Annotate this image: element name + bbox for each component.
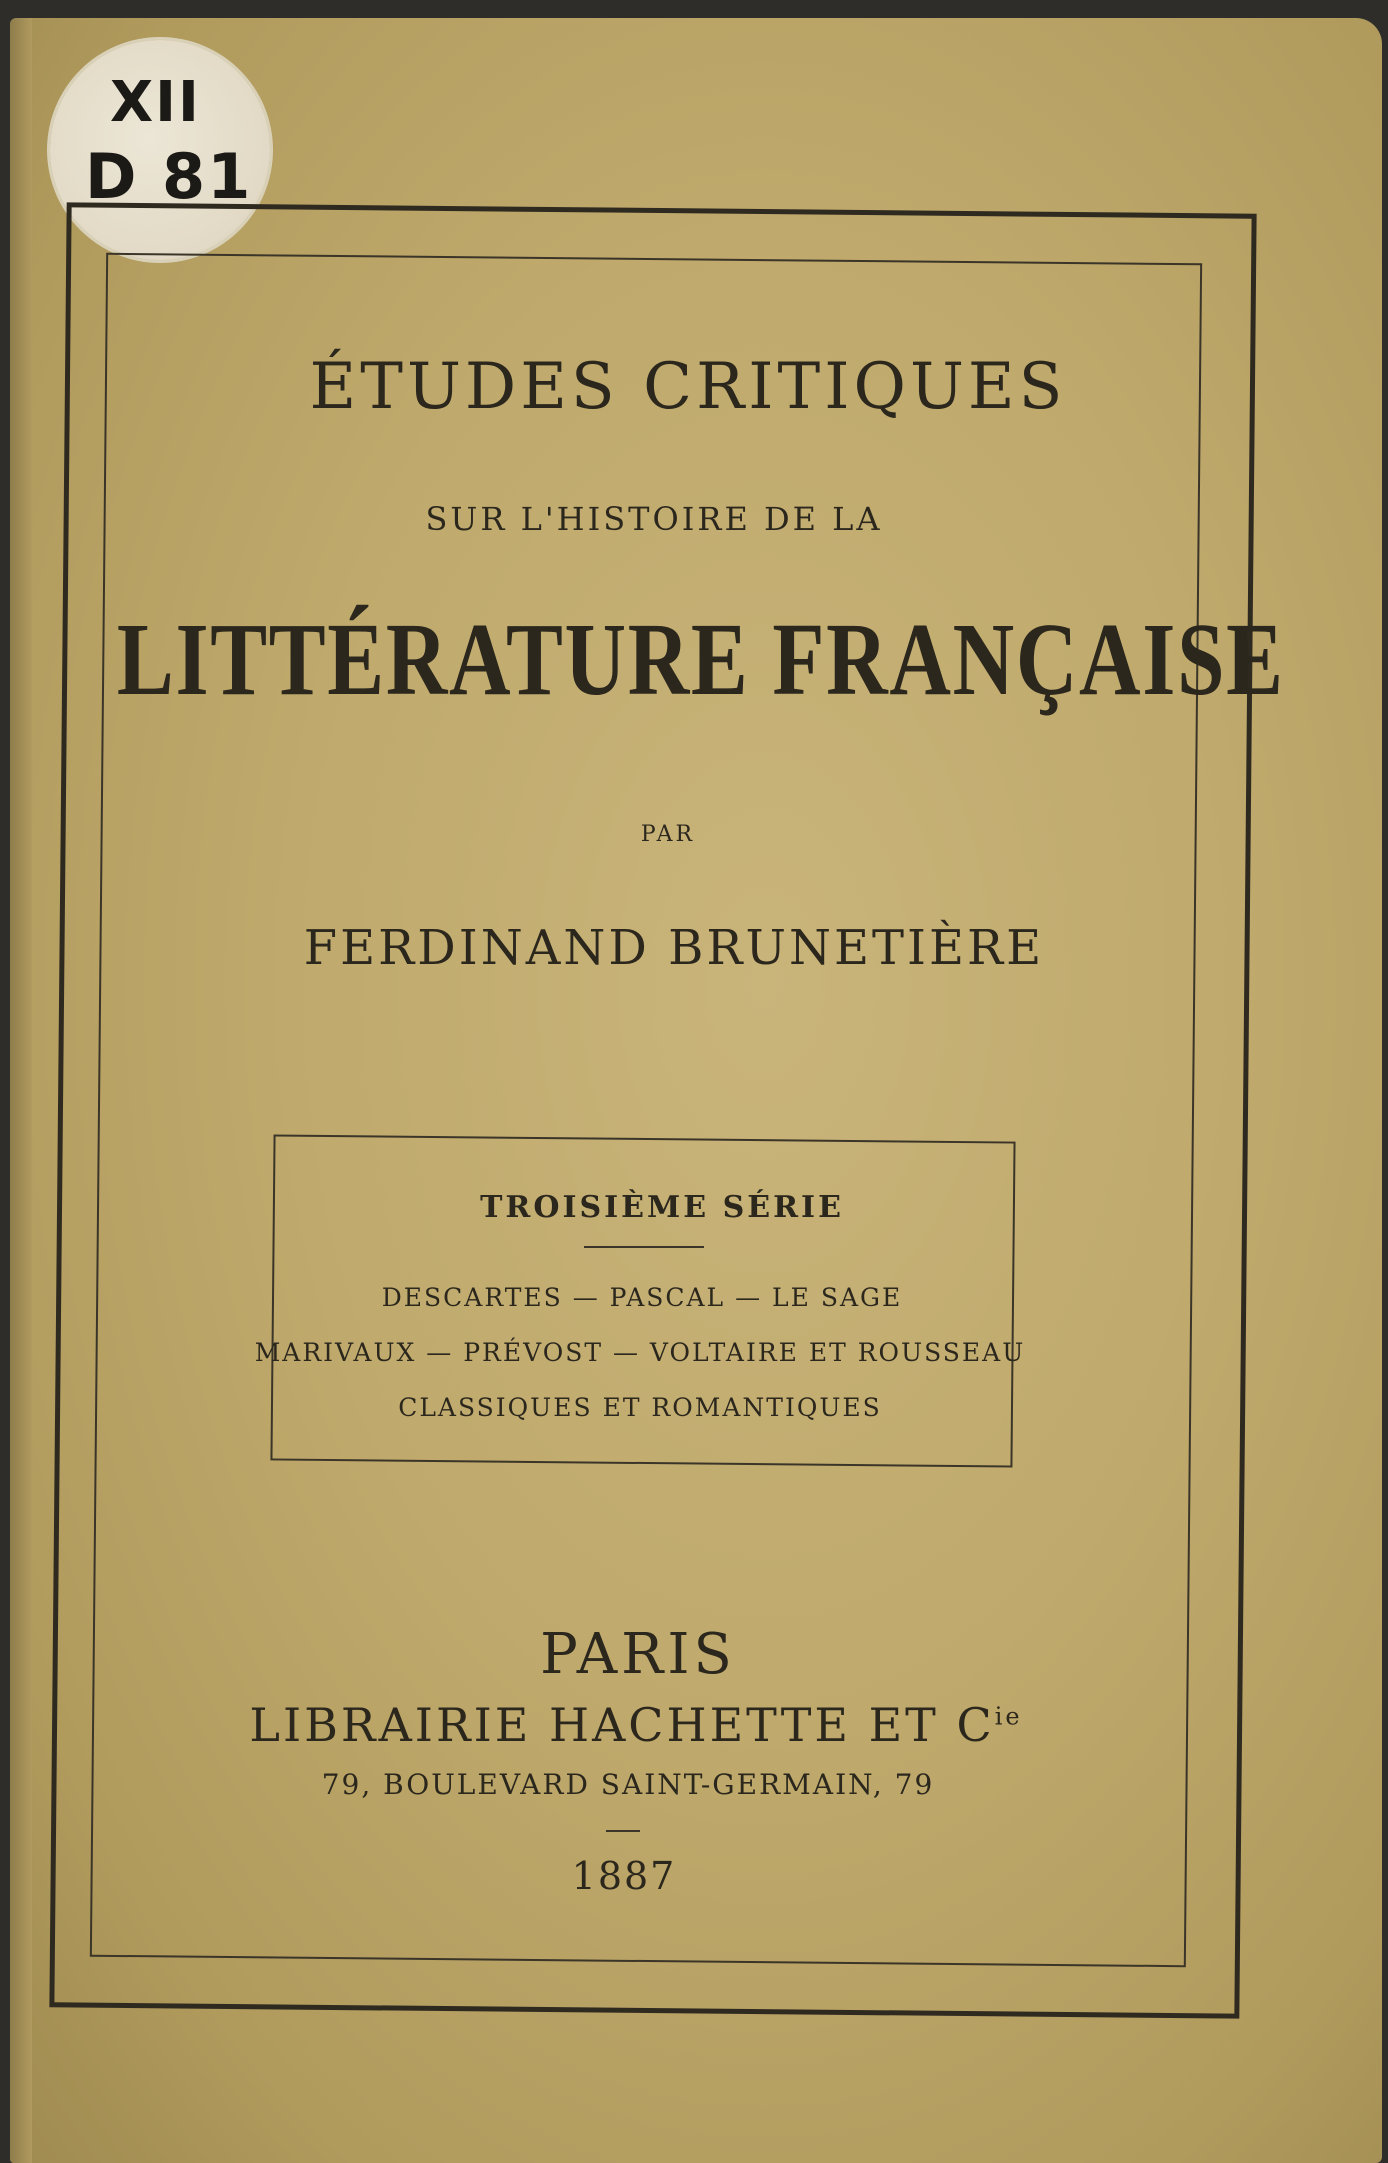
byline-par: PAR: [640, 822, 696, 847]
year-rule: [606, 1830, 640, 1832]
cover-edge: [10, 18, 32, 2163]
imprint-city: PARIS: [540, 1622, 736, 1687]
series-rule: [584, 1246, 704, 1248]
contents-line1: DESCARTES — PASCAL — LE SAGE: [381, 1283, 903, 1312]
imprint-year: 1887: [571, 1854, 677, 1898]
series-title: TROISIÈME SÉRIE: [480, 1190, 844, 1225]
publisher-name: LIBRAIRIE HACHETTE ET C: [249, 1698, 995, 1752]
library-label-line1: XII: [110, 70, 201, 135]
library-label-line2: D 81: [85, 140, 253, 213]
publisher-sup: ie: [994, 1702, 1023, 1731]
title-line2: SUR L'HISTOIRE DE LA: [425, 500, 883, 538]
title-line1: ÉTUDES CRITIQUES: [309, 350, 1067, 424]
imprint-address: 79, BOULEVARD SAINT-GERMAIN, 79: [321, 1768, 935, 1801]
author-name: FERDINAND BRUNETIÈRE: [303, 920, 1045, 976]
title-line3: LITTÉRATURE FRANÇAISE: [116, 602, 1285, 717]
imprint-publisher: [0, 1698, 1330, 1752]
contents-line2: MARIVAUX — PRÉVOST — VOLTAIRE ET ROUSSEAU: [254, 1338, 1026, 1367]
contents-line3: CLASSIQUES ET ROMANTIQUES: [398, 1393, 882, 1422]
